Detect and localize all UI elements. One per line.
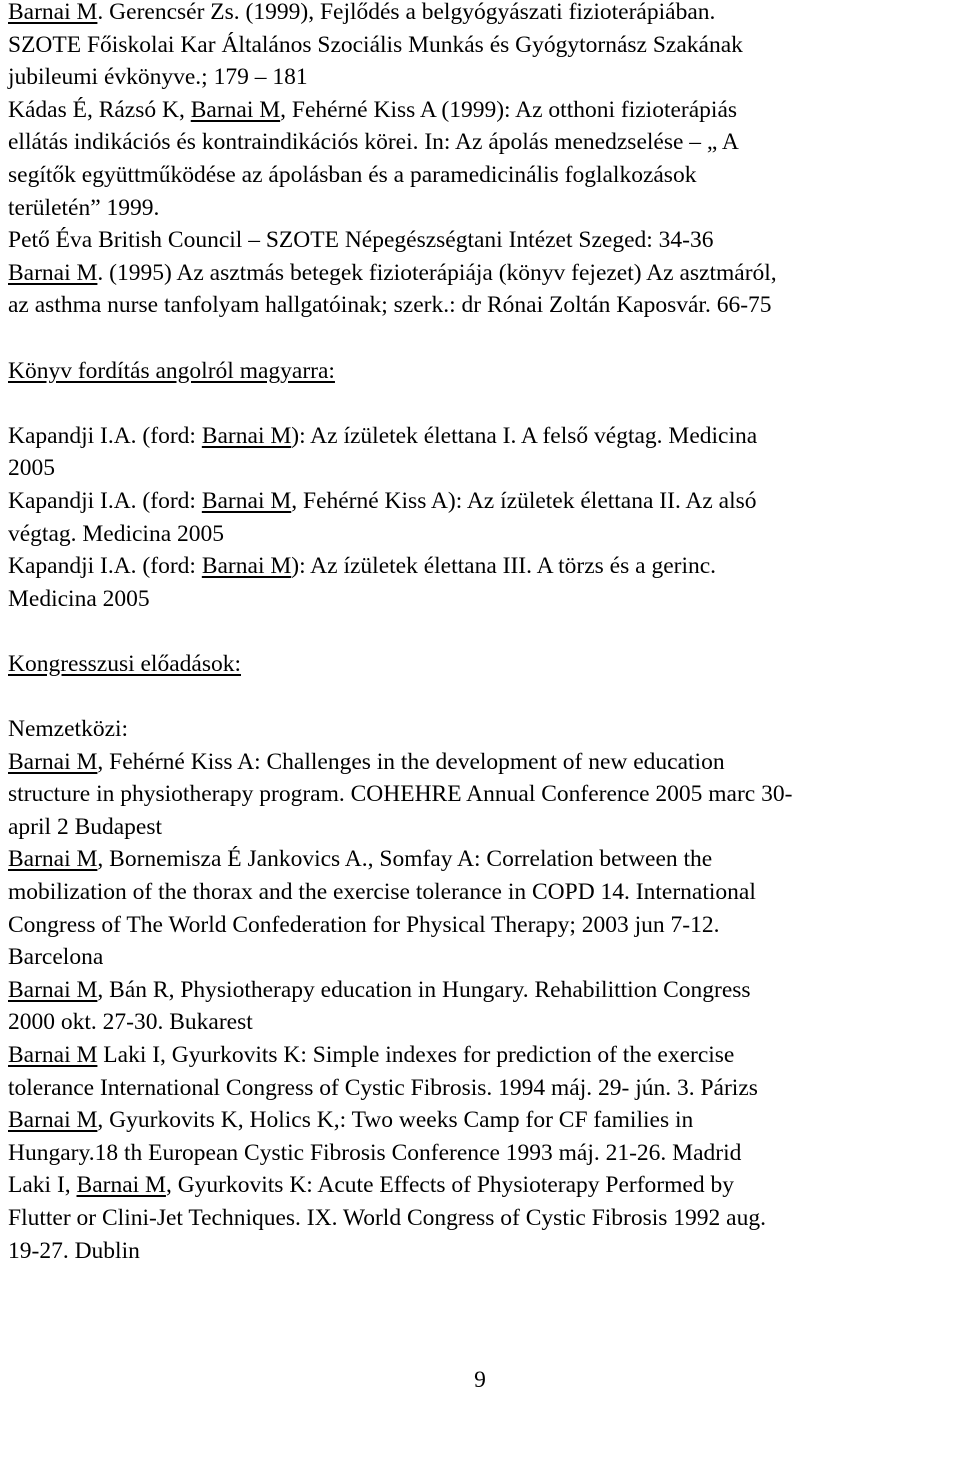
- text-segment: structure in physiotherapy program. COHEHRE Annual Conference 2005 marc 30-: [8, 781, 793, 808]
- text-line: [8, 452, 952, 485]
- text-segment: , Gyurkovits K, Holics K,: Two weeks Camp for CF families in: [97, 1107, 694, 1134]
- document-page: [8, 0, 952, 1267]
- author-name-underlined: Barnai M: [8, 1107, 98, 1134]
- text-segment: , Bornemisza É Jankovics A., Somfay A: Correlation between the: [97, 846, 713, 873]
- text-line: [8, 1137, 952, 1170]
- text-segment: Laki I, Gyurkovits K: Simple indexes for prediction of the exercise: [97, 1042, 735, 1068]
- author-name-underlined: Barnai M: [201, 487, 292, 514]
- text-line: [8, 974, 952, 1007]
- author-name-underlined: Barnai M: [201, 422, 292, 449]
- text-segment: Flutter or Clini-Jet Techniques. IX. World Congress of Cystic Fibrosis 1992 aug.: [8, 1204, 766, 1231]
- text-segment: Laki I,: [8, 1172, 77, 1199]
- text-segment: Kapandji I.A. (ford:: [8, 422, 202, 449]
- text-line: [8, 1072, 952, 1105]
- text-line: [8, 420, 952, 453]
- section-heading-congress: [8, 648, 952, 681]
- author-name-underlined: Barnai M: [8, 259, 98, 286]
- text-segment: Kapandji I.A. (ford:: [8, 487, 202, 514]
- text-segment: mobilization of the thorax and the exercise tolerance in COPD 14. International: [8, 879, 756, 906]
- congress-list: [8, 746, 952, 1268]
- publications-list: [8, 0, 952, 322]
- author-name-underlined: Barnai M: [190, 96, 281, 123]
- spacer: [8, 680, 952, 713]
- text-segment: területén” 1999.: [8, 194, 160, 221]
- text-line: [8, 1104, 952, 1137]
- text-line: [8, 811, 952, 844]
- text-segment: . (1995) Az asztmás betegek fizioterápiája (könyv fejezet) Az asztmáról,: [97, 259, 777, 286]
- text-segment: az asthma nurse tanfolyam hallgatóinak; szerk.: dr Rónai Zoltán Kaposvár. 66-75: [8, 292, 772, 319]
- text-segment: segítők együttműködése az ápolásban és a paramedicinális foglalkozások: [8, 161, 697, 188]
- text-line: [8, 909, 952, 942]
- author-name-underlined: Barnai M: [8, 1042, 98, 1068]
- text-line: [8, 289, 952, 322]
- heading-text: Könyv fordítás angolról magyarra:: [8, 357, 335, 384]
- heading-text: Kongresszusi előadások:: [8, 650, 241, 677]
- text-segment: ): Az ízületek élettana I. A felső végtag. Medicina: [291, 422, 758, 449]
- text-segment: jubileumi évkönyve.; 179 – 181: [8, 64, 308, 91]
- spacer: [8, 387, 952, 420]
- text-segment: Kapandji I.A. (ford:: [8, 553, 202, 580]
- author-name-underlined: Barnai M: [8, 748, 98, 775]
- subheading-text: Nemzetközi:: [8, 716, 129, 743]
- section-heading-translations: [8, 355, 952, 388]
- text-line: [8, 224, 952, 257]
- text-line: [8, 61, 952, 94]
- text-line: [8, 1235, 952, 1268]
- text-line: [8, 192, 952, 225]
- text-segment: april 2 Budapest: [8, 813, 163, 840]
- text-segment: Hungary.18 th European Cystic Fibrosis Conference 1993 máj. 21-26. Madrid: [8, 1139, 742, 1166]
- text-line: [8, 1202, 952, 1235]
- text-segment: végtag. Medicina 2005: [8, 520, 225, 547]
- text-line: [8, 876, 952, 909]
- text-line: [8, 550, 952, 583]
- text-line: [8, 0, 952, 29]
- text-line: [8, 518, 952, 551]
- text-segment: Pető Éva British Council – SZOTE Népegészségtani Intézet Szeged: 34-36: [8, 227, 714, 254]
- text-line: [8, 485, 952, 518]
- text-segment: Barcelona: [8, 944, 104, 971]
- author-name-underlined: Barnai M: [76, 1172, 166, 1199]
- author-name-underlined: Barnai M: [8, 0, 98, 25]
- text-segment: ): Az ízületek élettana III. A törzs és a gerinc.: [291, 553, 717, 580]
- text-segment: 19-27. Dublin: [8, 1237, 140, 1264]
- spacer: [8, 322, 952, 355]
- text-line: [8, 257, 952, 290]
- text-segment: . Gerencsér Zs. (1999), Fejlődés a belgyógyászati fizioterápiában.: [97, 0, 716, 25]
- text-segment: 2005: [8, 455, 55, 482]
- text-segment: ellátás indikációs és kontraindikációs körei. In: Az ápolás menedzselése – „ A: [8, 129, 739, 156]
- text-segment: , Fehérné Kiss A): Az ízületek élettana II. Az alsó: [291, 487, 757, 514]
- text-line: [8, 746, 952, 779]
- text-segment: Congress of The World Confederation for Physical Therapy; 2003 jun 7-12.: [8, 911, 720, 938]
- text-line: [8, 159, 952, 192]
- text-line: [8, 1169, 952, 1202]
- text-line: [8, 778, 952, 811]
- text-segment: , Bán R, Physiotherapy education in Hungary. Rehabilittion Congress: [97, 976, 751, 1003]
- text-segment: , Gyurkovits K: Acute Effects of Physioterapy Performed by: [165, 1172, 734, 1199]
- text-segment: Medicina 2005: [8, 585, 150, 612]
- text-line: [8, 94, 952, 127]
- text-segment: Kádas É, Rázsó K,: [8, 96, 191, 123]
- author-name-underlined: Barnai M: [8, 846, 98, 873]
- text-line: [8, 941, 952, 974]
- author-name-underlined: Barnai M: [201, 553, 292, 580]
- text-line: [8, 1039, 952, 1072]
- page-number: 9: [474, 1367, 486, 1393]
- text-line: [8, 583, 952, 616]
- text-line: [8, 29, 952, 62]
- text-segment: 2000 okt. 27-30. Bukarest: [8, 1009, 253, 1036]
- text-segment: , Fehérné Kiss A: Challenges in the development of new education: [97, 748, 725, 775]
- text-line: [8, 1006, 952, 1039]
- spacer: [8, 615, 952, 648]
- subheading-international: [8, 713, 952, 746]
- text-segment: tolerance International Congress of Cystic Fibrosis. 1994 máj. 29- jún. 3. Párizs: [8, 1074, 758, 1101]
- text-segment: SZOTE Főiskolai Kar Általános Szociális Munkás és Gyógytornász Szakának: [8, 31, 743, 58]
- text-line: [8, 126, 952, 159]
- text-line: [8, 843, 952, 876]
- translations-list: [8, 420, 952, 616]
- author-name-underlined: Barnai M: [8, 976, 98, 1003]
- text-segment: , Fehérné Kiss A (1999): Az otthoni fizioterápiás: [280, 96, 738, 123]
